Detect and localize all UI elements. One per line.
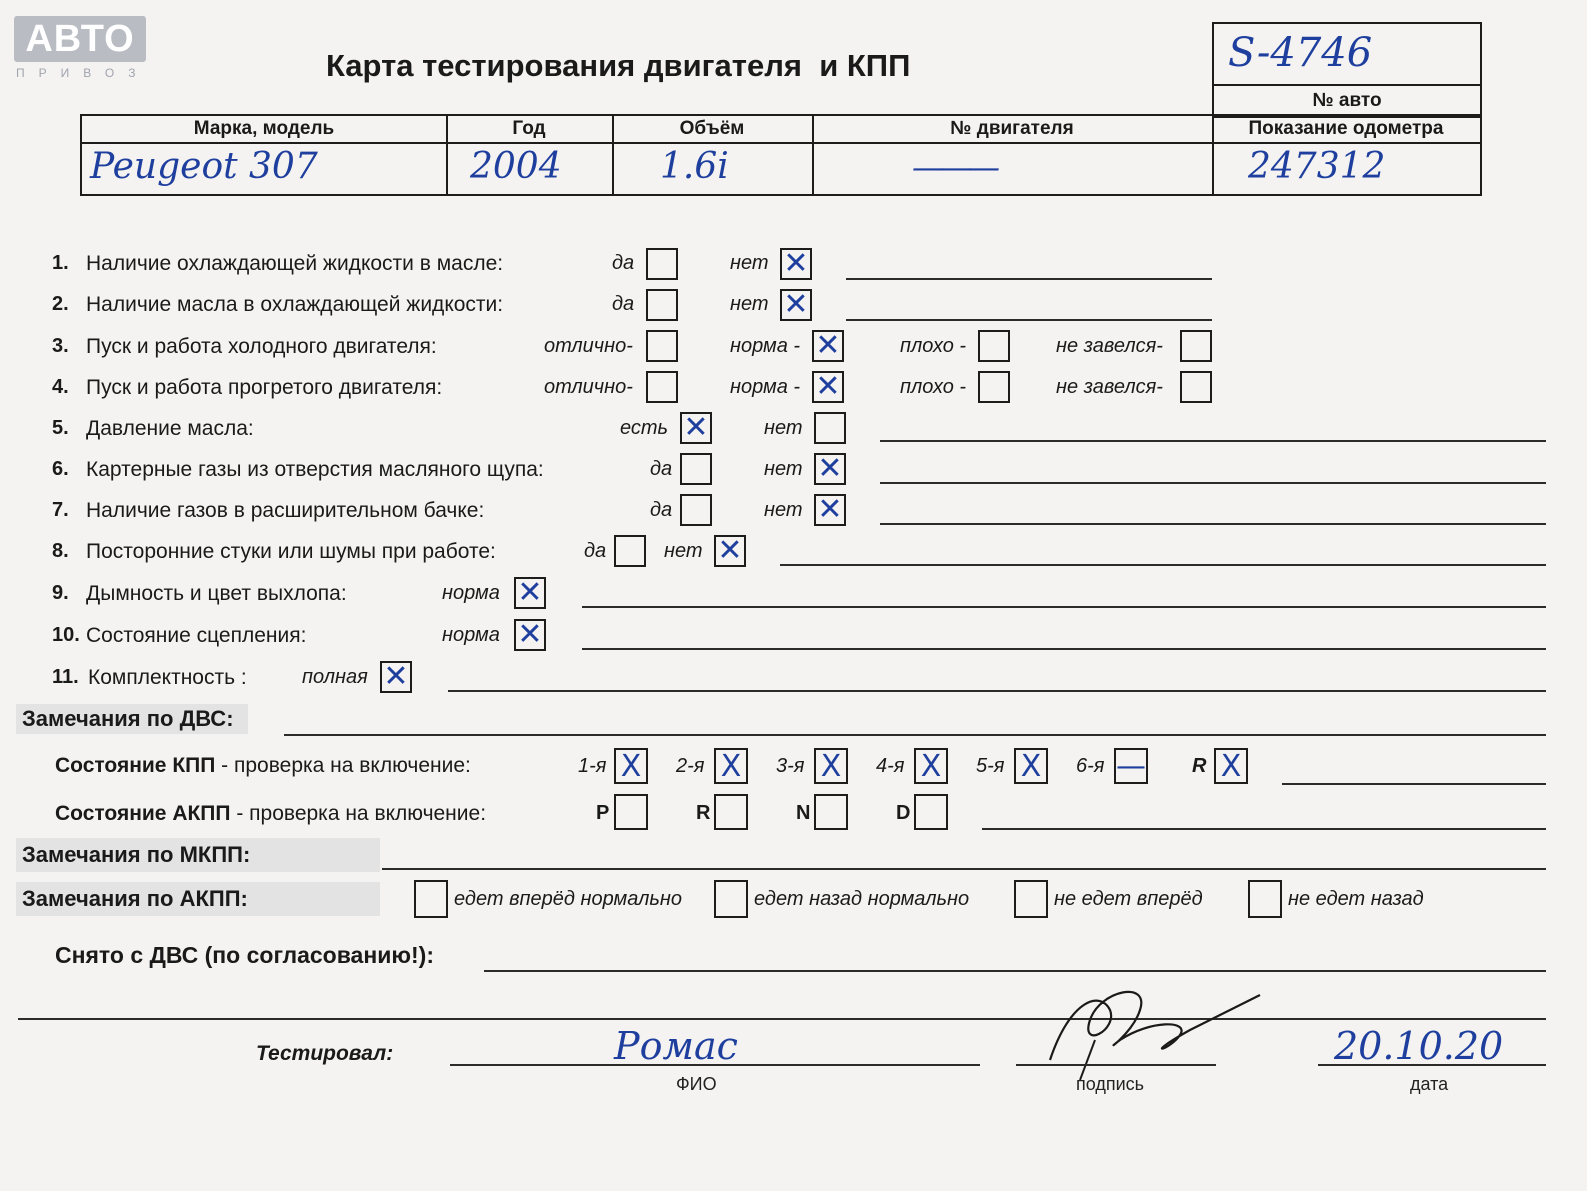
option-label: плохо - bbox=[900, 335, 967, 357]
checkbox[interactable] bbox=[646, 248, 678, 280]
remark-line bbox=[880, 523, 1546, 525]
option-label: отлично- bbox=[544, 376, 633, 398]
name-caption: ФИО bbox=[676, 1074, 717, 1094]
brand-label: Марка, модель bbox=[193, 118, 335, 139]
row-number: 10. bbox=[52, 624, 80, 646]
gear-label: 2-я bbox=[676, 755, 705, 777]
brand-value: Peugeot 307 bbox=[90, 146, 318, 187]
tested-label: Тестировал: bbox=[256, 1042, 394, 1065]
signature-line bbox=[1016, 1064, 1216, 1066]
row-number: 2. bbox=[52, 293, 69, 315]
kpp-label-bold: Состояние КПП bbox=[55, 754, 216, 777]
row-label: Комплектность : bbox=[88, 666, 247, 689]
akpp-remark-checkbox[interactable] bbox=[414, 880, 448, 918]
checkbox-checked[interactable]: ✕ bbox=[812, 371, 844, 403]
volume-value: 1.6i bbox=[660, 146, 729, 187]
akpp-remark-line bbox=[982, 828, 1546, 830]
gear-label: 6-я bbox=[1076, 755, 1105, 777]
engine-value: ——— bbox=[912, 148, 996, 186]
gear-checkbox[interactable]: X bbox=[1214, 748, 1248, 784]
option-label: плохо - bbox=[900, 376, 967, 398]
checkbox-checked[interactable]: ✕ bbox=[780, 289, 812, 321]
checkbox-checked[interactable]: ✕ bbox=[714, 535, 746, 567]
signature-caption: подпись bbox=[1076, 1074, 1145, 1094]
row-label: Пуск и работа холодного двигателя: bbox=[86, 335, 437, 358]
checkbox-checked[interactable]: ✕ bbox=[812, 330, 844, 362]
akpp-mode-label: R bbox=[696, 802, 711, 824]
akpp-mode-checkbox[interactable] bbox=[814, 794, 848, 830]
row-label: Состояние сцепления: bbox=[86, 624, 307, 647]
checkbox-checked[interactable]: ✕ bbox=[680, 412, 712, 444]
row-label: Пуск и работа прогретого двигателя: bbox=[86, 376, 443, 399]
akpp-remark-option: едет вперёд нормально bbox=[454, 888, 683, 910]
akpp-label bbox=[55, 802, 486, 826]
gear-label: 4-я bbox=[876, 755, 905, 777]
gear-checkbox[interactable]: X bbox=[614, 748, 648, 784]
checkbox[interactable] bbox=[680, 453, 712, 485]
akpp-remarks-label: Замечания по АКПП: bbox=[16, 882, 380, 916]
row-label: Дымность и цвет выхлопа: bbox=[86, 582, 347, 605]
remark-line bbox=[846, 319, 1212, 321]
gear-checkbox[interactable]: X bbox=[814, 748, 848, 784]
name-line bbox=[450, 1064, 980, 1066]
checkbox[interactable] bbox=[978, 330, 1010, 362]
odometer-label: Показание одометра bbox=[1248, 118, 1444, 139]
kpp-label-rest: - проверка на включение: bbox=[215, 754, 471, 777]
option-label: нет bbox=[764, 417, 803, 439]
remark-line bbox=[582, 648, 1546, 650]
gear-checkbox[interactable]: — bbox=[1116, 749, 1146, 784]
option-label: да bbox=[612, 293, 635, 315]
checkbox[interactable] bbox=[614, 535, 646, 567]
row-number: 4. bbox=[52, 376, 69, 398]
option-label: отлично- bbox=[544, 335, 633, 357]
row-label: Давление масла: bbox=[86, 417, 254, 440]
option-label: не завелся- bbox=[1056, 335, 1163, 357]
checkbox-checked[interactable]: ✕ bbox=[514, 577, 546, 609]
akpp-remark-checkbox[interactable] bbox=[714, 880, 748, 918]
option-label: норма - bbox=[730, 335, 801, 357]
odometer-value: 247312 bbox=[1248, 146, 1386, 187]
checkbox[interactable] bbox=[1180, 371, 1212, 403]
option-label: нет bbox=[664, 540, 703, 562]
auto-number-label: № авто bbox=[1312, 90, 1382, 111]
akpp-mode-checkbox[interactable] bbox=[714, 794, 748, 830]
row-number: 5. bbox=[52, 417, 69, 439]
year-value: 2004 bbox=[470, 146, 562, 187]
page-title: Карта тестирования двигателя и КПП bbox=[326, 48, 911, 83]
engine-label: № двигателя bbox=[950, 118, 1074, 139]
akpp-label-bold: Состояние АКПП bbox=[55, 802, 231, 825]
remark-line bbox=[780, 564, 1546, 566]
row-number: 7. bbox=[52, 499, 69, 521]
row-label: Картерные газы из отверстия масляного щупа: bbox=[86, 458, 544, 481]
option-label: да bbox=[650, 499, 673, 521]
removed-label: Снято с ДВС (по согласованию!): bbox=[55, 942, 434, 968]
separator-line bbox=[18, 1018, 1546, 1020]
option-label: полная bbox=[302, 666, 368, 688]
option-label: норма - bbox=[730, 376, 801, 398]
option-label: да bbox=[650, 458, 673, 480]
auto-number-value: S-4746 bbox=[1228, 30, 1373, 76]
checkbox-checked[interactable]: ✕ bbox=[380, 661, 412, 693]
akpp-remark-checkbox[interactable] bbox=[1248, 880, 1282, 918]
option-label: нет bbox=[764, 458, 803, 480]
row-number: 8. bbox=[52, 540, 69, 562]
date-caption: дата bbox=[1410, 1074, 1449, 1094]
logo bbox=[14, 16, 150, 80]
ice-remarks-label: Замечания по ДВС: bbox=[16, 704, 248, 734]
option-label: норма bbox=[442, 624, 500, 646]
auto-number-box bbox=[1212, 22, 1482, 118]
akpp-mode-checkbox[interactable] bbox=[914, 794, 948, 830]
row-label: Наличие масла в охлаждающей жидкости: bbox=[86, 293, 504, 316]
akpp-remark-checkbox[interactable] bbox=[1014, 880, 1048, 918]
header-table bbox=[80, 114, 1482, 196]
option-label: есть bbox=[620, 417, 669, 439]
row-number: 3. bbox=[52, 335, 69, 357]
gear-label: 3-я bbox=[776, 755, 805, 777]
akpp-remark-option: не едет вперёд bbox=[1054, 888, 1203, 910]
option-label: норма bbox=[442, 582, 500, 604]
row-number: 9. bbox=[52, 582, 69, 604]
akpp-mode-label: D bbox=[896, 802, 911, 824]
checkbox-checked[interactable]: ✕ bbox=[780, 248, 812, 280]
row-label: Посторонние стуки или шумы при работе: bbox=[86, 540, 496, 563]
remark-line bbox=[448, 690, 1546, 692]
option-label: нет bbox=[730, 293, 769, 315]
option-label: нет bbox=[764, 499, 803, 521]
option-label: нет bbox=[730, 252, 769, 274]
date-line bbox=[1318, 1064, 1546, 1066]
row-number: 11. bbox=[52, 666, 79, 688]
checkbox[interactable] bbox=[680, 494, 712, 526]
akpp-remark-option: не едет назад bbox=[1288, 888, 1424, 910]
option-label: да bbox=[584, 540, 607, 562]
checkbox[interactable] bbox=[646, 289, 678, 321]
gear-checkbox[interactable]: X bbox=[714, 748, 748, 784]
kpp-label bbox=[55, 754, 471, 778]
row-label: Наличие охлаждающей жидкости в масле: bbox=[86, 252, 504, 275]
row-number: 6. bbox=[52, 458, 69, 480]
checkbox[interactable] bbox=[646, 330, 678, 362]
mkpp-remarks-label: Замечания по МКПП: bbox=[16, 838, 380, 872]
signature-image bbox=[1040, 980, 1270, 1090]
option-label: не завелся- bbox=[1056, 376, 1163, 398]
row-number: 1. bbox=[52, 252, 69, 274]
akpp-mode-label: N bbox=[796, 802, 811, 824]
gear-label: R bbox=[1192, 755, 1207, 777]
remark-line bbox=[582, 606, 1546, 608]
akpp-mode-label: P bbox=[596, 802, 610, 824]
checkbox[interactable] bbox=[814, 412, 846, 444]
volume-label: Объём bbox=[679, 118, 745, 139]
logo-main: АВТО bbox=[14, 16, 146, 62]
ice-remarks-line bbox=[284, 734, 1546, 736]
mkpp-remarks-line bbox=[382, 868, 1546, 870]
checkbox[interactable] bbox=[646, 371, 678, 403]
row-label: Наличие газов в расширительном бачке: bbox=[86, 499, 485, 522]
gear-label: 5-я bbox=[976, 755, 1005, 777]
logo-sub: ПРИВОЗ bbox=[16, 66, 150, 80]
remark-line bbox=[846, 278, 1212, 280]
akpp-label-rest: - проверка на включение: bbox=[230, 802, 487, 825]
tester-name: Ромас bbox=[614, 1024, 738, 1068]
kpp-remark-line bbox=[1282, 783, 1546, 785]
akpp-mode-checkbox[interactable] bbox=[614, 794, 648, 830]
gear-checkbox[interactable]: X bbox=[1014, 748, 1048, 784]
checkbox-checked[interactable]: ✕ bbox=[514, 619, 546, 651]
akpp-remark-option: едет назад нормально bbox=[754, 888, 970, 910]
checkbox-checked[interactable]: ✕ bbox=[814, 494, 846, 526]
removed-line bbox=[484, 970, 1546, 972]
year-label: Год bbox=[512, 118, 546, 139]
checkbox[interactable] bbox=[978, 371, 1010, 403]
gear-checkbox[interactable]: X bbox=[914, 748, 948, 784]
option-label: да bbox=[612, 252, 635, 274]
checkbox-checked[interactable]: ✕ bbox=[814, 453, 846, 485]
checkbox[interactable] bbox=[1180, 330, 1212, 362]
remark-line bbox=[880, 440, 1546, 442]
remark-line bbox=[880, 482, 1546, 484]
date-value: 20.10.20 bbox=[1334, 1024, 1504, 1068]
gear-label: 1-я bbox=[578, 755, 607, 777]
